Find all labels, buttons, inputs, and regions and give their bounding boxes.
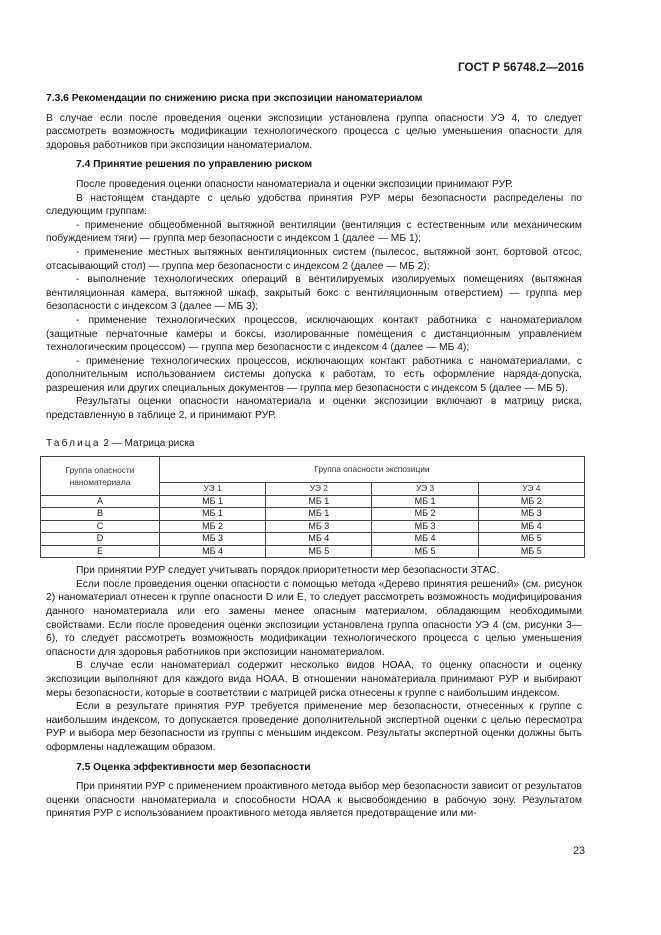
list-item: - применение местных вытяжных вентиляционных систем (пылесос, вытяжной зонт, бортовой отсос, отсасывающий стол) — группа мер безопасности с индексом 2 (далее — МБ 2); [46,246,582,272]
hazard-group-cell: B [41,508,160,521]
table-cell: МБ 4 [372,533,478,546]
table-row [41,495,585,508]
table-cell: МБ 2 [160,520,266,533]
exposure-group-header: Группа опасности экспозиции [160,457,585,483]
table-cell: МБ 3 [160,533,266,546]
after-table-paragraph-2: Если после проведения оценки опасности с помощью метода «Дерево принятия решений» (см. рисунок 2) наноматериал отнесен к группе опасности D или E, то следует рассмотреть возможность модифицирования данного наноматериала или его замены менее опасным материалом, обладающим необходимыми свойствами. Если после проведения оценки экспозиции установлена группа опасности УЭ 4 (см. рисунки 3—6), то следует рассмотреть возможность модификации технологического процесса с целью уменьшения опасности для здоровья работников при экспозиции наноматериалом. [46,578,582,658]
hazard-group-cell: A [41,495,160,508]
section-7-4-heading: 7.4 Принятие решения по управлению риском [76,159,313,171]
table-cell: МБ 3 [372,520,478,533]
table-cell: МБ 2 [372,508,478,521]
table-cell: МБ 1 [160,508,266,521]
table-cell: МБ 5 [478,545,584,558]
table-cell: МБ 5 [478,533,584,546]
hazard-group-cell: C [41,520,160,533]
table-cell: МБ 4 [266,533,372,546]
after-table-paragraph-4: Если в результате принятия РУР требуется применение мер безопасности, отнесенных к группе с наибольшим индексом, то допускается проведение дополнительной экспертной оценки с целью пересмотра РУР и выбора мер безопасности из группы с меньшим индексом. Результаты экспертной оценки должны быть оформлены надлежащим образом. [46,701,582,753]
page-number: 23 [572,845,585,857]
table-cell: МБ 1 [372,495,478,508]
table-cell: МБ 4 [478,520,584,533]
table-cell: МБ 5 [266,545,372,558]
section-7-5-paragraph-1: При принятии РУР с применением проактивного метода выбор мер безопасности зависит от результатов оценки опасности наноматериала и способности НОАА к высвобождению в рабочую зону. Результатом принятия РУР с использованием проактивного метода является предотвращение или ми- [46,781,582,820]
hazard-group-cell: E [41,545,160,558]
exposure-col-header: УЭ 4 [478,483,584,496]
section-7-4-paragraph-3: Результаты оценки опасности наноматериала и оценки экспозиции включают в матрицу риска, представленную в таблице 2, и принимают РУР. [46,396,582,422]
table-cell: МБ 4 [160,545,266,558]
list-item: - применение общеобменной вытяжной вентиляции (вентиляция с естественным или механическим побуждением тяги) — группа мер безопасности с индексом 1 (далее — МБ 1); [46,219,582,245]
section-7-4-paragraph-1: После проведения оценки опасности наноматериала и оценки экспозиции принимают РУР. [76,178,513,190]
table-row [41,545,585,558]
exposure-col-header: УЭ 1 [160,483,266,496]
hazard-group-header: Группа опасности наноматериала [41,457,160,496]
table-row [41,508,585,521]
section-7-3-6-text: В случае если после проведения оценки экспозиции установлена группа опасности УЭ 4, то следует рассмотреть возможность модификации технологического процесса с целью уменьшения опасности для здоровья работников при экспозиции наноматериалом. [46,112,582,151]
table-cell: МБ 1 [266,495,372,508]
table-row [41,533,585,546]
section-7-3-6-heading: 7.3.6 Рекомендации по снижению риска при экспозиции наноматериалом [46,93,423,104]
exposure-col-header: УЭ 2 [266,483,372,496]
table-cell: МБ 1 [266,508,372,521]
section-7-4-paragraph-2: В настоящем стандарте с целью удобства принятия РУР меры безопасности распределены по следующим группам: [46,192,582,218]
risk-matrix-table [40,456,585,558]
hazard-group-cell: D [41,533,160,546]
document-code: ГОСТ Р 56748.2—2016 [458,61,584,74]
table-cell: МБ 3 [266,520,372,533]
table-cell: МБ 3 [478,508,584,521]
table-cell: МБ 5 [372,545,478,558]
list-item: - выполнение технологических операций в вентилируемых изолируемых помещениях (вытяжная вентиляционная камера, вытяжной шкаф, закрытый бокс с вентиляционным отверстием) — группа мер безопасности с индексом 3 (далее — МБ 3); [46,274,582,313]
section-7-5-heading: 7.5 Оценка эффективности мер безопасности [76,761,311,773]
page-content [46,92,582,821]
after-table-paragraph-3: В случае если наноматериал содержит несколько видов НОАА, то оценку опасности и оценку экспозиции выполняют для каждого вида НОАА. В отношении наноматериала принимают РУР и выбирают меры безопасности, которые в соответствии с матрицей риска отнесены к группе с наибольшим индексом. [46,660,582,699]
after-table-paragraph-1: При принятии РУР следует учитывать порядок приоритетности мер безопасности ЗТАС. [76,565,500,577]
list-item: - применение технологических процессов, исключающих контакт работника с наноматериалами, с дополнительным использованием системы допуска к работам, то есть оформление наряда-допуска, разрешения или других специальных документов — группа мер безопасности с индексом 5 (далее — МБ 5). [46,355,582,394]
table-cell: МБ 1 [160,495,266,508]
list-item: - применение технологических процессов, исключающих контакт работника с наноматериалом (защитные перчаточные камеры и боксы, изолированные помещения с дистанционным управлением технологическим процессом) — группа мер безопасности с индексом 4 (далее — МБ 4); [46,314,582,354]
table-caption: Таблица 2 — Матрица риска [46,437,195,449]
table-cell: МБ 2 [478,495,584,508]
table-row [41,520,585,533]
exposure-col-header: УЭ 3 [372,483,478,496]
